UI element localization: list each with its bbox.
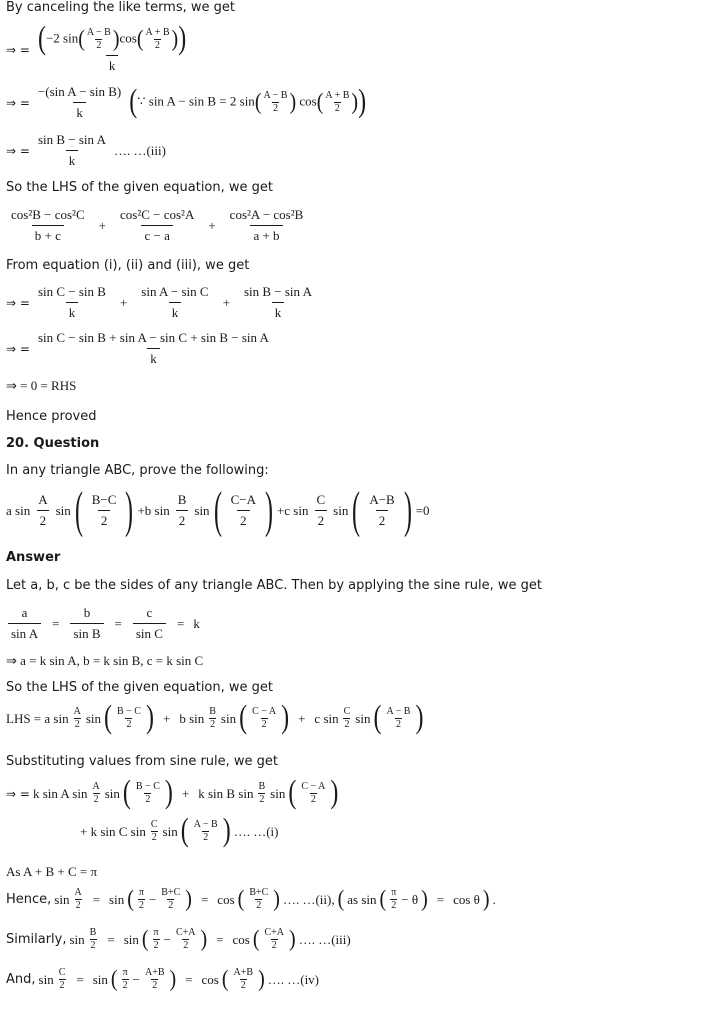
step2-reason: (∵ sin A − sin B = 2 sin( $\frac{A - B}{2}$ ) cos( $\frac{A + B}{2}$ )) [129,84,367,120]
step3-tag: …. …(iii) [113,142,166,158]
lhs-term [8,207,88,244]
lhs-term-denominator: a + b [250,225,282,244]
answer-heading: Answer [6,550,61,565]
answer-intro: Let a, b, c be the sides of any triangle ABC. Then by applying the sine rule, we get [6,578,542,593]
step1-equation [6,21,191,74]
step2-denominator: k [73,102,86,121]
question-heading: 20. Question [6,436,100,451]
sum-term [35,284,109,321]
step2-numerator: −(sin A − sin B) [37,84,122,99]
lhs-term-denominator: c − a [141,225,172,244]
combined-denominator: k [147,348,160,367]
lhs-term-numerator: cos²C − cos²A [119,207,195,222]
question-equation: a sin $\frac{A}{2}$ sin ( $\frac{B-C}{2}$ ) +b sin $\frac{B}{2}$ sin ( $\frac{C-A}{2}$ ) +c sin $\frac{C}{2}$ sin ( $\frac{A-B}{2}$ ) =0 [6,481,430,538]
lhs-line-2: So the LHS of the given equation, we get [6,680,273,695]
question-text: In any triangle ABC, prove the following: [6,463,269,478]
implies-symbol: ⇒ = [6,295,30,310]
sine-rule: $\frac{a}{\text{sin A}}$ = $\frac{b}{\text{sin B}}$ = $\frac{c}{\text{sin C}}$ = k [6,605,200,642]
sum-expression: ⇒ = $\frac{\text{sin C − sin B}}{k}$ + $\frac{\text{sin A − sin C}}{k}$ + $\frac{\text{sin B − sin A}}{k}$ [6,284,317,321]
step3-equation [6,132,166,169]
sum-term [241,284,315,321]
substituting-line: Substituting values from sine rule, we get [6,754,279,769]
and-line: And, sin $\frac{C}{2}$ = sin ( $\frac{\pi}{2}$ − $\frac{A+B}{2}$ ) = cos ( $\frac{A+B}{2}$ ) …. …(iv) [6,966,320,992]
similarly-line: Similarly, sin $\frac{B}{2}$ = sin ( $\frac{\pi}{2}$ − $\frac{C+A}{2}$ ) = cos ( $\frac{C+A}{2}$ ) …. …(iii) [6,926,351,952]
combined-fraction [35,330,272,367]
lhs-expression: $\frac{\text{cos²B − cos²C}}{b + c}$ + $\frac{\text{cos²C − cos²A}}{c - a}$ + $\frac{\text{cos²A − cos²B}}{a + b}$ [6,207,308,244]
sum-term-denominator: k [272,302,285,321]
step1-denominator: k [106,55,119,74]
lhs-term [227,207,307,244]
lhs-line: So the LHS of the given equation, we get [6,180,273,195]
hence-line: Hence, sin $\frac{A}{2}$ = sin ( $\frac{\pi}{2}$ − $\frac{B+C}{2}$ ) = cos ( $\frac{B+C}{2}$ ) …. …(ii), ( as sin ( $\frac{\pi}{2}$ − θ ) = cos θ ) . [6,886,496,912]
lhs-term-numerator: cos²B − cos²C [11,207,85,222]
implies-symbol: ⇒ = [6,143,30,158]
sum-term-denominator: k [66,302,79,321]
intro-line: By canceling the like terms, we get [6,0,235,15]
lhs-term-numerator: cos²A − cos²B [229,207,304,222]
from-equation-line: From equation (i), (ii) and (iii), we get [6,258,250,273]
sum-term-numerator: sin B − sin A [243,284,312,299]
step3-fraction [35,132,109,169]
combined-expression [6,330,274,367]
sum-term [138,284,211,321]
sum-term-numerator: sin A − sin C [141,284,209,299]
implies-symbol: ⇒ = [6,95,30,110]
lhs-term-denominator: b + c [32,225,64,244]
step3-denominator: k [66,150,79,169]
zero-line: ⇒ = 0 = RHS [6,378,77,393]
substitution-line1: ⇒ = k sin A sin $\frac{A}{2}$ sin ( $\frac{B - C}{2}$ ) + k sin B sin $\frac{B}{2}$ sin ( $\frac{C - A}{2}$ ) [6,775,339,811]
sides-line: ⇒ a = k sin A, b = k sin B, c = k sin C [6,653,204,668]
hence-proved: Hence proved [6,409,97,424]
lhs-term [117,207,197,244]
sum-term-numerator: sin C − sin B [37,284,106,299]
implies-symbol: ⇒ = [6,43,30,57]
step1-numerator: (−2 sin( $\frac{A - B}{2}$ )cos( $\frac{A + B}{2}$ )) [37,21,187,57]
lhs-definition: LHS = a sin $\frac{A}{2}$ sin ( $\frac{B - C}{2}$ ) + b sin $\frac{B}{2}$ sin ( $\frac{C - A}{2}$ ) + c sin $\frac{C}{2}$ sin ( $\frac{A - B}{2}$ ) [6,700,424,736]
sum-angles-line: As A + B + C = π [6,864,98,879]
step2-fraction [35,84,124,121]
sum-term-denominator: k [169,302,182,321]
substitution-line2: + k sin C sin $\frac{C}{2}$ sin ( $\frac{A - B}{2}$ ) …. …(i) [80,813,279,849]
implies-symbol: ⇒ = [6,341,30,356]
combined-numerator: sin C − sin B + sin A − sin C + sin B − sin A [37,330,269,345]
step2-equation [6,84,366,121]
step1-fraction [35,21,189,74]
step3-numerator: sin B − sin A [37,132,106,147]
